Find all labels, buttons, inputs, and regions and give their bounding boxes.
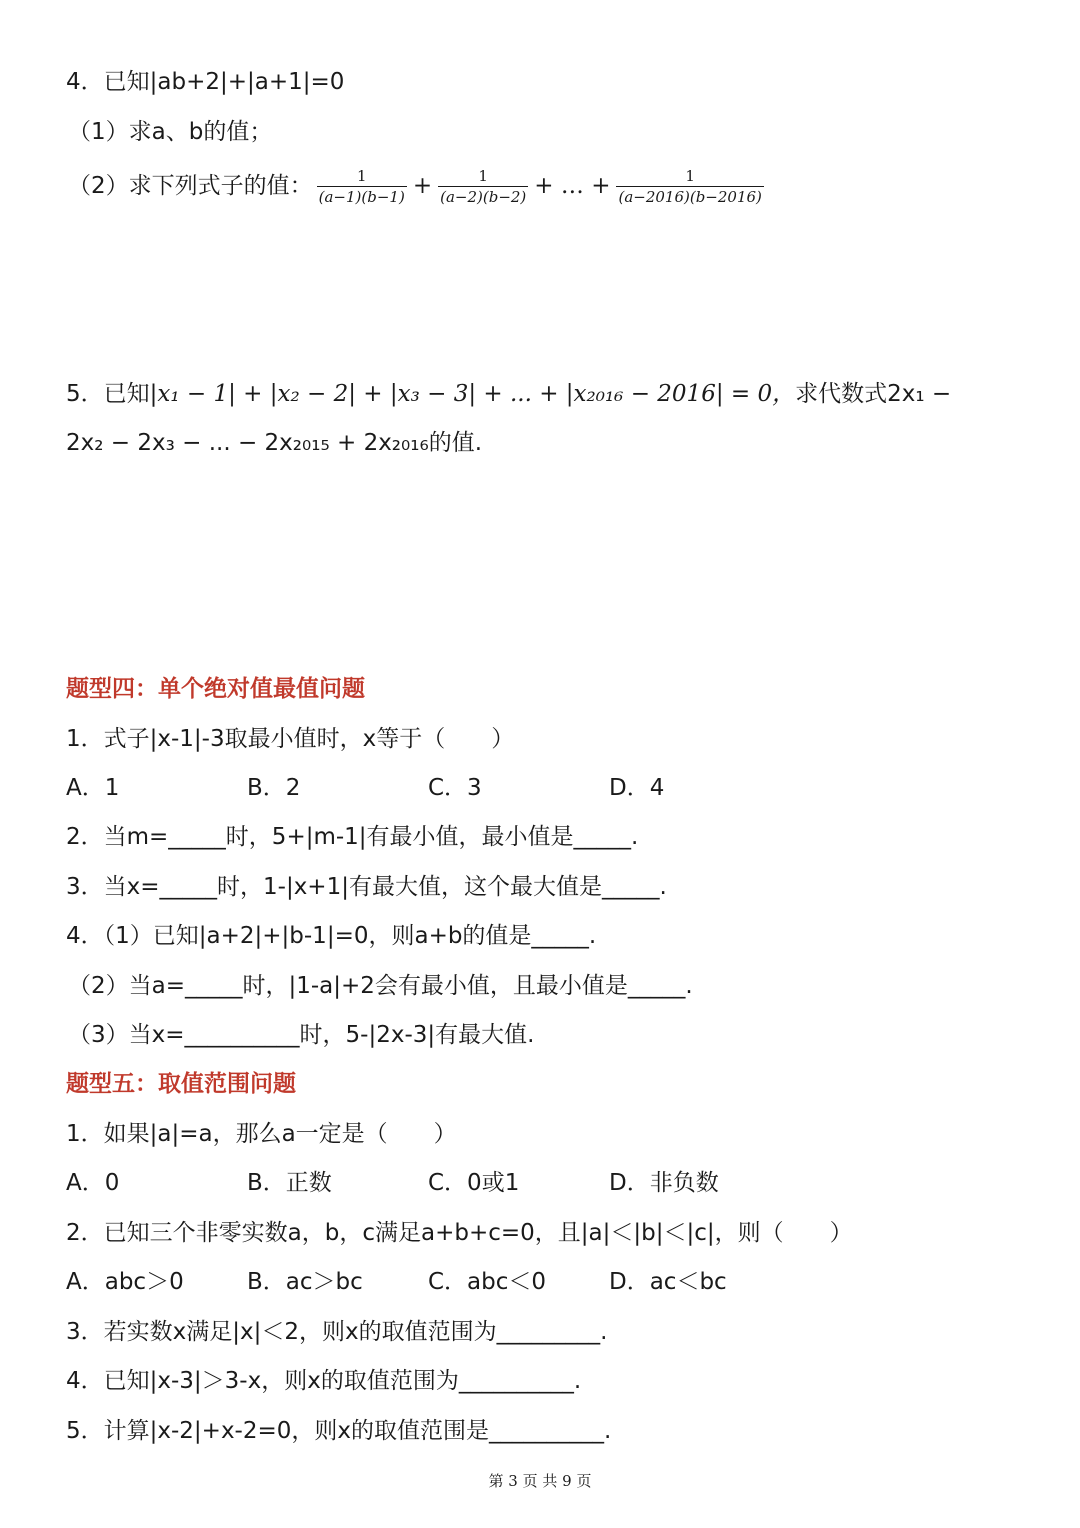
choice-b: B．2	[247, 775, 301, 801]
s5-q1-choices	[66, 1167, 766, 1199]
section5-heading: 题型五：取值范围问题	[66, 1071, 296, 1097]
ellipsis-sum: + … +	[534, 173, 611, 199]
q4-part2	[68, 164, 768, 208]
s4-q4-3: （3）当x=__________时，5-|2x-3|有最大值.	[68, 1022, 535, 1048]
fraction-2	[438, 166, 528, 207]
fraction-3-denominator: (a−2016)(b−2016)	[618, 188, 762, 206]
s5-q5: 5．计算|x-2|+x-2=0，则x的取值范围是__________.	[66, 1418, 612, 1444]
choice-c: C．abc＜0	[428, 1269, 547, 1295]
q5-equation: x₁ − 1| + |x₂ − 2| + |x₃ − 3| + ... + |x₂₀₁₆ − 2016| = 0，	[157, 381, 796, 407]
page-footer: 第 3 页 共 9 页	[488, 1472, 592, 1490]
choice-c: C．3	[428, 775, 482, 801]
choice-b: B．ac＞bc	[247, 1269, 363, 1295]
fraction-3	[616, 166, 763, 207]
s5-q3: 3．若实数x满足|x|＜2，则x的取值范围为_________.	[66, 1319, 608, 1345]
choice-b: B．正数	[247, 1170, 332, 1196]
s4-q4-2: （2）当a=_____时，|1-a|+2会有最小值，且最小值是_____.	[68, 973, 693, 999]
s4-q1-choices	[66, 772, 766, 804]
q5-suffix: 求代数式2x₁ −	[795, 381, 952, 407]
choice-a: A．abc＞0	[66, 1269, 184, 1295]
fraction-1-numerator: 1	[356, 167, 367, 185]
fraction-2-numerator: 1	[478, 167, 488, 185]
s4-q2: 2．当m=_____时，5+|m-1|有最小值，最小值是_____.	[66, 824, 639, 850]
q5-line1	[66, 378, 951, 410]
fraction-3-numerator: 1	[685, 167, 695, 185]
q5-prefix: 5．已知|	[66, 381, 158, 407]
s5-q4: 4．已知|x-3|＞3-x，则x的取值范围为__________.	[66, 1368, 582, 1394]
choice-a: A．0	[66, 1170, 120, 1196]
q5-line2: 2x₂ − 2x₃ − ... − 2x₂₀₁₅ + 2x₂₀₁₆的值.	[66, 430, 482, 456]
s4-q3: 3．当x=_____时，1-|x+1|有最大值，这个最大值是_____.	[66, 874, 667, 900]
choice-c: C．0或1	[428, 1170, 520, 1196]
s5-q2-choices	[66, 1266, 786, 1298]
choice-d: D．非负数	[609, 1170, 719, 1196]
choice-a: A．1	[66, 775, 120, 801]
choice-d: D．ac＜bc	[609, 1269, 727, 1295]
q4-part2-label: （2）求下列式子的值：	[68, 173, 313, 199]
fraction-2-denominator: (a−2)(b−2)	[440, 188, 527, 206]
section4-heading: 题型四：单个绝对值最值问题	[66, 676, 365, 702]
s4-q4-1: 4．（1）已知|a+2|+|b-1|=0，则a+b的值是_____.	[66, 923, 597, 949]
s4-q1: 1．式子|x-1|-3取最小值时，x等于（ ）	[66, 726, 515, 752]
choice-d: D．4	[609, 775, 665, 801]
fraction-1	[317, 166, 407, 207]
fraction-1-denominator: (a−1)(b−1)	[318, 188, 405, 206]
q4-title: 4．已知|ab+2|+|a+1|=0	[66, 69, 345, 95]
s5-q1: 1．如果|a|=a，那么a一定是（ ）	[66, 1121, 457, 1147]
s5-q2: 2．已知三个非零实数a，b，c满足a+b+c=0，且|a|＜|b|＜|c|，则（ ）	[66, 1220, 853, 1246]
plus-sign: +	[412, 173, 433, 199]
q4-part1: （1）求a、b的值；	[68, 119, 273, 145]
